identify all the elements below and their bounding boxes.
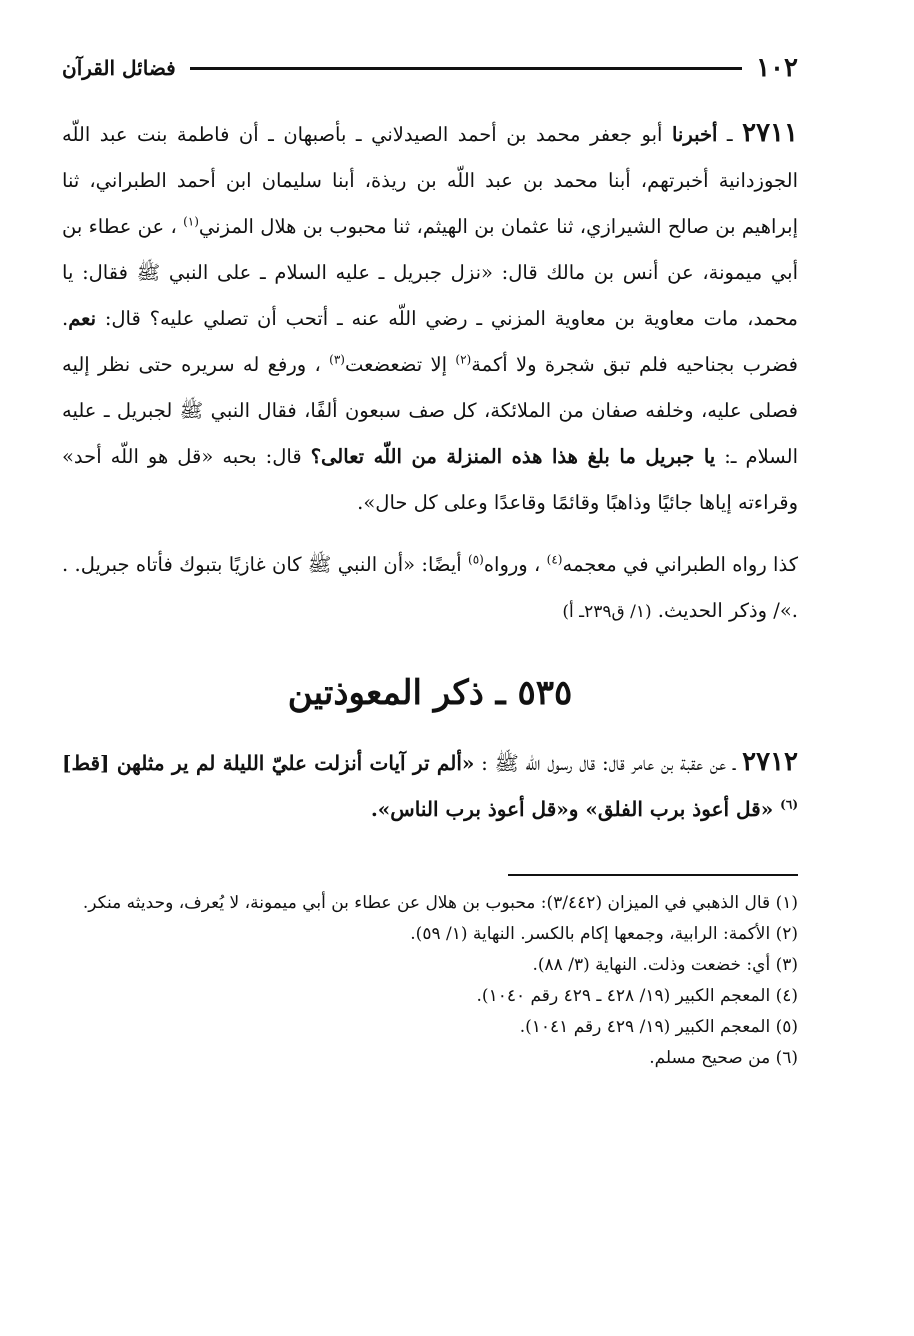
- footnote: (٣) أي: خضعت وذلت. النهاية (٣/ ٨٨).: [532, 955, 798, 975]
- main-text: [62, 110, 798, 1074]
- page-number: ١٠٢: [756, 53, 798, 83]
- hadith-number: ٢٧١١: [742, 118, 798, 148]
- text-span: ، ورفع له سريره حتى نظر إليه فصلى عليه، وخلفه صفان من الملائكة، كل صف سبعون ألفًا، فقال النبي ﷺ لجبريل ـ عليه السلام ـ:: [62, 353, 798, 468]
- hadith-2712: [62, 739, 798, 832]
- text-span: قال: بحبه «قل هو اللّه أحد» وقراءته إياها جائيًا وذاهبًا وقائمًا وقاعدًا وعلى كل حال».: [62, 445, 798, 514]
- footnote: (٥) المعجم الكبير (١٩/ ٤٢٩ رقم ١٠٤١).: [519, 1017, 798, 1037]
- section-title: ٥٣٥ ـ ذكر المعوذتين: [287, 673, 573, 713]
- footnote-rule: [508, 874, 798, 876]
- footnotes: [62, 888, 798, 1074]
- text-span: . فضرب بجناحيه فلم تبق شجرة ولا أكمة: [62, 307, 798, 376]
- footnote-marker: (١): [183, 214, 199, 229]
- footnote: (٢) الأكمة: الرابية، وجمعها إكام بالكسر. النهاية (١/ ٥٩).: [410, 924, 798, 944]
- book-title: فضائل القرآن: [62, 56, 176, 80]
- text-span: ، عن عطاء بن أبي ميمونة، عن أنس بن مالك قال: «نزل جبريل ـ عليه السلام ـ على النبي ﷺ فقال: يا محمد، مات معاوية بن معاوية المزني ـ رضي اللّه عنه ـ أتحب أن تصلي عليه؟ قال:: [62, 215, 798, 330]
- bold-quote: «قل أعوذ برب الفلق» و«قل أعوذ برب الناس».: [370, 797, 781, 821]
- header-rule: [190, 67, 742, 70]
- text-span: ـ: [717, 123, 743, 146]
- text-span: أبو جعفر محمد بن أحمد الصيدلاني ـ بأصبهان ـ أن فاطمة بنت عبد اللّه الجوزدانية أخبرتهم، أبنا محمد بن عبد اللّه بن ريذة، أبنا سليمان ابن أحمد الطبراني، ثنا إبراهيم بن صالح الشيرازي، ثنا عثمان بن الهيثم، ثنا محبوب بن هلال المزني: [62, 123, 798, 238]
- text-span: إلا تضعضعت: [344, 353, 456, 376]
- footnote: (١) قال الذهبي في الميزان (٣/٤٤٢): محبوب بن هلال عن عطاء بن أبي ميمونة، لا يُعرف، وحديثه منكر.: [82, 893, 798, 913]
- manuscript-ref: (١/ ق٢٣٩ـ أ): [562, 602, 652, 622]
- footnote-marker: (٥): [468, 552, 484, 567]
- bold-word: نعم: [68, 307, 97, 330]
- book-page: [62, 48, 798, 1074]
- footnote: (٦) من صحيح مسلم.: [649, 1048, 798, 1068]
- tabarani-paragraph: [62, 542, 798, 635]
- text-span: ـ عن عقبة بن عامر قال: قال رسول اللّه ﷺ :: [474, 751, 743, 775]
- bold-question: يا جبريل ما بلغ هذا هذه المنزلة من اللّه تعالى؟: [310, 445, 716, 468]
- text-span: أيضًا: «أن النبي ﷺ كان غازيًا بتبوك فأتاه جبريل. . .»/ وذكر الحديث.: [62, 553, 798, 622]
- text-span: ، ورواه: [483, 553, 547, 576]
- lead-word: أخبرنا: [671, 123, 718, 146]
- page-header: [62, 48, 798, 88]
- footnote-marker: (٢): [455, 352, 472, 367]
- bold-quote: «ألم تر آيات أنزلت عليّ الليلة لم ير مثلهن [قط]: [62, 751, 475, 775]
- footnote-marker: (٦): [780, 797, 798, 812]
- hadith-2711: [62, 110, 798, 526]
- text-span: كذا رواه الطبراني في معجمه: [562, 553, 798, 576]
- footnote-marker: (٣): [329, 352, 345, 367]
- footnote: (٤) المعجم الكبير (١٩/ ٤٢٨ ـ ٤٢٩ رقم ١٠٤٠).: [476, 986, 798, 1006]
- hadith-number: ٢٧١٢: [742, 747, 798, 777]
- footnote-marker: (٤): [546, 552, 563, 567]
